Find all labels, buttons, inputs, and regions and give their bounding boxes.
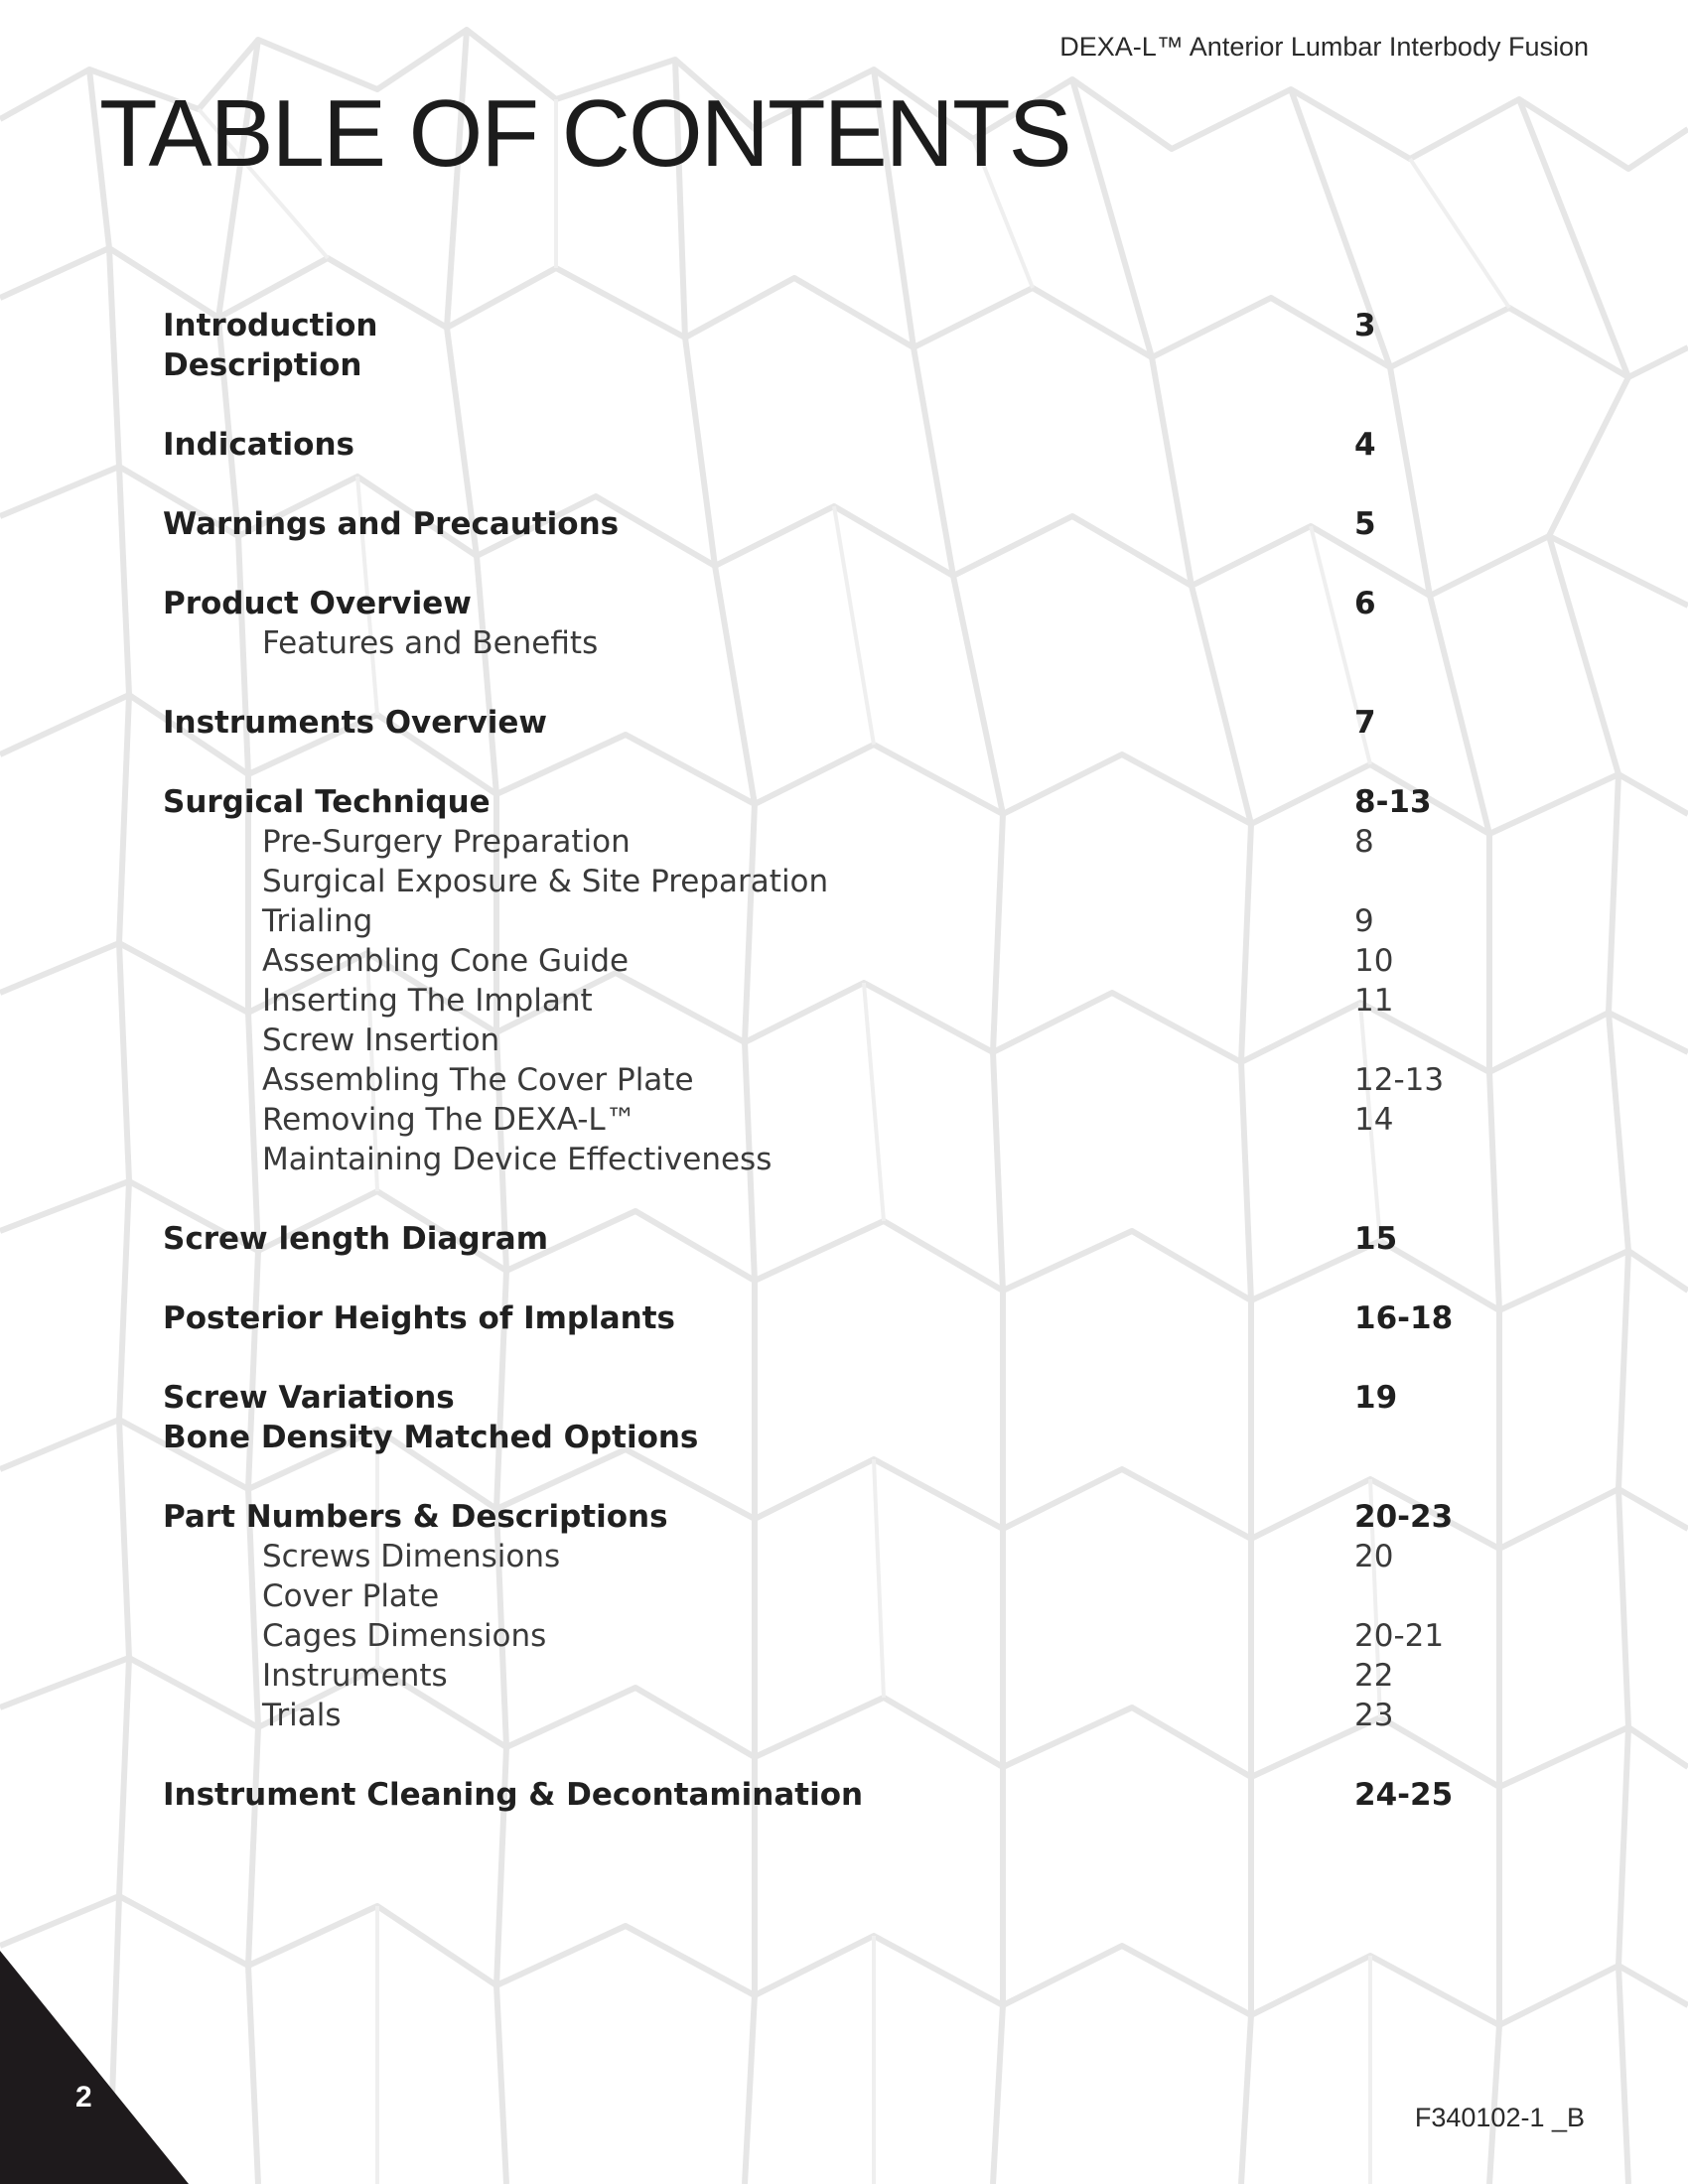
toc-subentry (163, 862, 1454, 901)
toc-entry-label: Description (163, 347, 362, 383)
toc-entry-page: 22 (1354, 1658, 1394, 1694)
toc-subentry (163, 941, 1454, 981)
toc-entry-label: Trials (262, 1698, 342, 1733)
toc-entry-label: Screws Dimensions (262, 1539, 561, 1574)
toc-entry-page: 6 (1354, 586, 1376, 621)
toc-subentry (163, 1140, 1454, 1179)
toc-subentry (163, 901, 1454, 941)
toc-entry-label: Introduction (163, 308, 378, 343)
toc-spacer (163, 1735, 1454, 1775)
toc-entry-label: Instrument Cleaning & Decontamination (163, 1777, 864, 1813)
toc-entry-label: Surgical Exposure & Site Preparation (262, 864, 829, 899)
toc-entry-label: Part Numbers & Descriptions (163, 1499, 668, 1535)
toc-subentry (163, 981, 1454, 1021)
toc-subentry (163, 1021, 1454, 1060)
toc-entry (163, 1298, 1454, 1338)
toc-subentry (163, 623, 1454, 663)
toc-entry (163, 1497, 1454, 1537)
toc-entry (163, 345, 1454, 385)
toc-entry-page: 24-25 (1354, 1777, 1454, 1813)
document-header: DEXA-L™ Anterior Lumbar Interbody Fusion (1059, 32, 1589, 62)
toc-entry-label: Screw Variations (163, 1380, 455, 1416)
toc-subentry (163, 1537, 1454, 1576)
toc-entry-label: Cages Dimensions (262, 1618, 547, 1654)
toc-spacer (163, 1338, 1454, 1378)
toc-entry-page: 20-21 (1354, 1618, 1445, 1654)
toc-entry-label: Trialing (262, 903, 373, 939)
toc-entry-page: 20 (1354, 1539, 1394, 1574)
document-code: F340102-1 _B (1414, 2103, 1585, 2132)
toc-entry-page: 19 (1354, 1380, 1398, 1416)
toc-subentry (163, 1656, 1454, 1696)
toc-entry-page: 11 (1354, 983, 1394, 1019)
toc-entry (163, 1775, 1454, 1815)
toc-entry (163, 584, 1454, 623)
page-title: TABLE OF CONTENTS (99, 80, 1070, 187)
toc-entry-page: 4 (1354, 427, 1376, 463)
toc-spacer (163, 663, 1454, 703)
toc-entry-label: Maintaining Device Effectiveness (262, 1142, 773, 1177)
toc-entry (163, 1219, 1454, 1259)
toc-subentry (163, 1576, 1454, 1616)
toc-entry (163, 703, 1454, 743)
toc-entry-label: Instruments (262, 1658, 448, 1694)
toc-spacer (163, 465, 1454, 504)
toc-entry-page: 7 (1354, 705, 1376, 741)
toc-entry-page: 23 (1354, 1698, 1394, 1733)
toc-entry-page: 12-13 (1354, 1062, 1445, 1098)
toc-spacer (163, 1457, 1454, 1497)
toc-entry (163, 504, 1454, 544)
toc-subentry (163, 1100, 1454, 1140)
toc-entry-label: Screw Insertion (262, 1023, 500, 1058)
toc-entry-label: Assembling The Cover Plate (262, 1062, 694, 1098)
toc-entry-page: 10 (1354, 943, 1394, 979)
toc-entry-label: Removing The DEXA-L™ (262, 1102, 636, 1138)
toc-entry-label: Warnings and Precautions (163, 506, 620, 542)
toc-subentry (163, 1616, 1454, 1656)
toc-subentry (163, 1060, 1454, 1100)
toc-entry (163, 425, 1454, 465)
corner-triangle (0, 1951, 189, 2184)
toc-entry-label: Posterior Heights of Implants (163, 1300, 676, 1336)
toc-entry-label: Product Overview (163, 586, 472, 621)
toc-spacer (163, 1259, 1454, 1298)
toc-subentry (163, 1696, 1454, 1735)
toc-spacer (163, 544, 1454, 584)
toc-entry-label: Bone Density Matched Options (163, 1420, 699, 1455)
toc-entry-label: Indications (163, 427, 354, 463)
toc-entry-page: 9 (1354, 903, 1374, 939)
toc-entry (163, 1418, 1454, 1457)
table-of-contents (163, 306, 1454, 1815)
toc-entry (163, 306, 1454, 345)
toc-subentry (163, 822, 1454, 862)
toc-spacer (163, 743, 1454, 782)
toc-entry-label: Assembling Cone Guide (262, 943, 630, 979)
toc-entry-label: Inserting The Implant (262, 983, 593, 1019)
toc-entry-label: Screw length Diagram (163, 1221, 549, 1257)
toc-entry-page: 8-13 (1354, 784, 1432, 820)
toc-entry-page: 14 (1354, 1102, 1394, 1138)
toc-entry-label: Cover Plate (262, 1578, 440, 1614)
toc-spacer (163, 385, 1454, 425)
toc-entry-label: Features and Benefits (262, 625, 599, 661)
toc-entry-label: Pre-Surgery Preparation (262, 824, 631, 860)
toc-entry (163, 782, 1454, 822)
toc-entry-label: Surgical Technique (163, 784, 491, 820)
toc-entry-page: 8 (1354, 824, 1374, 860)
toc-entry-page: 16-18 (1354, 1300, 1454, 1336)
toc-entry (163, 1378, 1454, 1418)
toc-entry-label: Instruments Overview (163, 705, 548, 741)
toc-entry-page: 5 (1354, 506, 1376, 542)
page-number: 2 (75, 2081, 92, 2114)
toc-entry-page: 20-23 (1354, 1499, 1454, 1535)
toc-entry-page: 15 (1354, 1221, 1398, 1257)
toc-entry-page: 3 (1354, 308, 1376, 343)
toc-spacer (163, 1179, 1454, 1219)
